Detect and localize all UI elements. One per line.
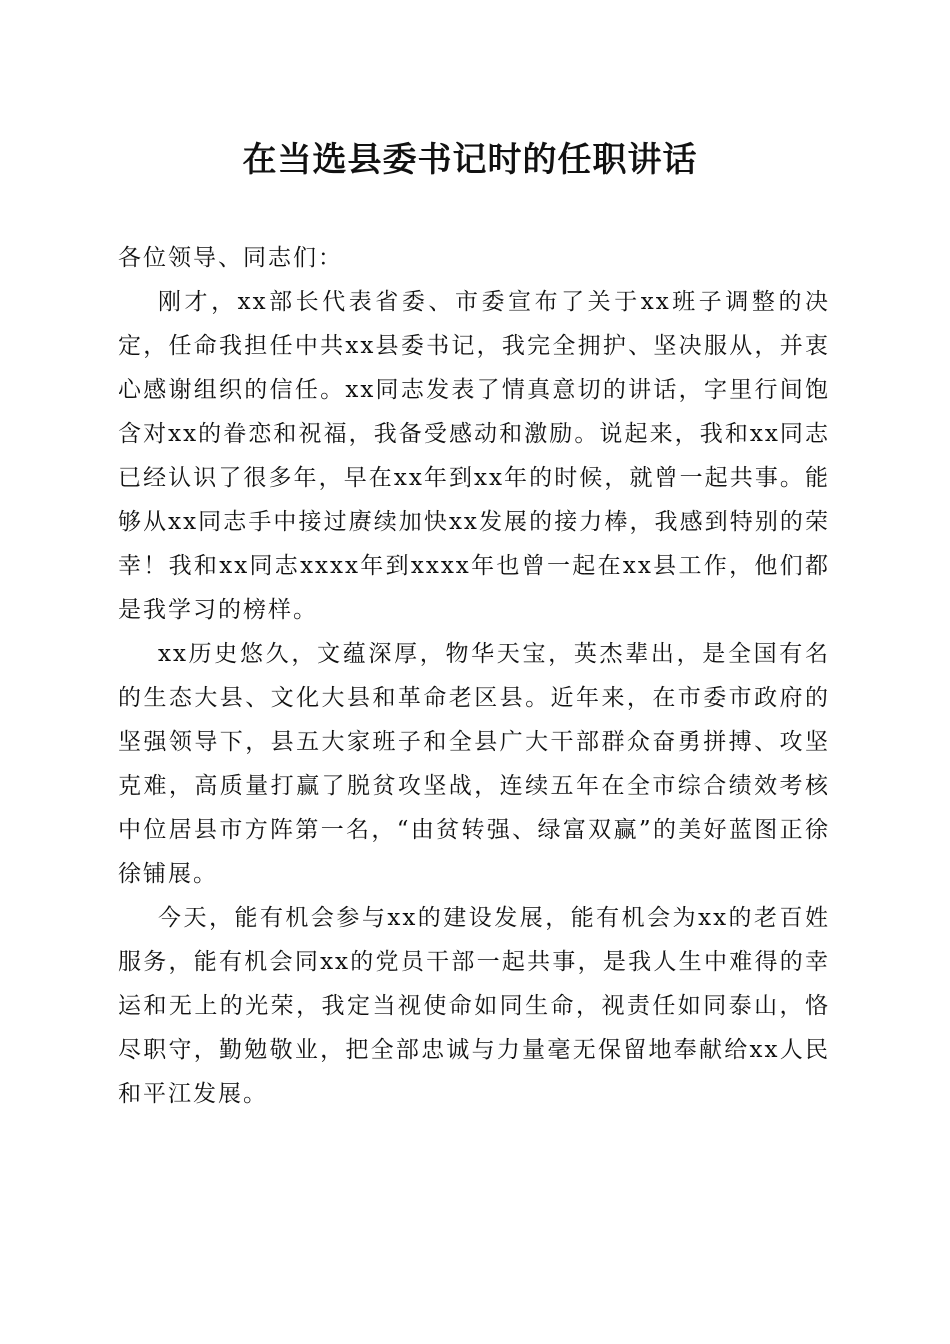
document-body	[118, 236, 830, 1116]
paragraph-commitment: 今天，能有机会参与xx的建设发展，能有机会为xx的老百姓服务，能有机会同xx的党员干部一起共事，是我人生中难得的幸运和无上的光荣，我定当视使命如同生命，视责任如同泰山，恪尽职守，勤勉敬业，把全部忠诚与力量毫无保留地奉献给xx人民和平江发展。	[118, 905, 830, 1107]
paragraph-county-history: xx历史悠久，文蕴深厚，物华天宝，英杰辈出，是全国有名的生态大县、文化大县和革命老区县。近年来，在市委市政府的坚强领导下，县五大家班子和全县广大干部群众奋勇拼搏、攻坚克难，高质量打赢了脱贫攻坚战，连续五年在全市综合绩效考核中位居县市方阵第一名，“由贫转强、绿富双赢”的美好蓝图正徐徐铺展。	[118, 641, 830, 887]
paragraph-appointment: 刚才，xx部长代表省委、市委宣布了关于xx班子调整的决定，任命我担任中共xx县委书记，我完全拥护、坚决服从，并衷心感谢组织的信任。xx同志发表了情真意切的讲话，字里行间饱含对xx的眷恋和祝福，我备受感动和激励。说起来，我和xx同志已经认识了很多年，早在xx年到xx年的时候，就曾一起共事。能够从xx同志手中接过赓续加快xx发展的接力棒，我感到特别的荣幸！我和xx同志xxxx年到xxxx年也曾一起在xx县工作，他们都是我学习的榜样。	[118, 289, 830, 623]
document-title: 在当选县委书记时的任职讲话	[242, 140, 698, 180]
salutation: 各位领导、同志们：	[118, 245, 343, 271]
